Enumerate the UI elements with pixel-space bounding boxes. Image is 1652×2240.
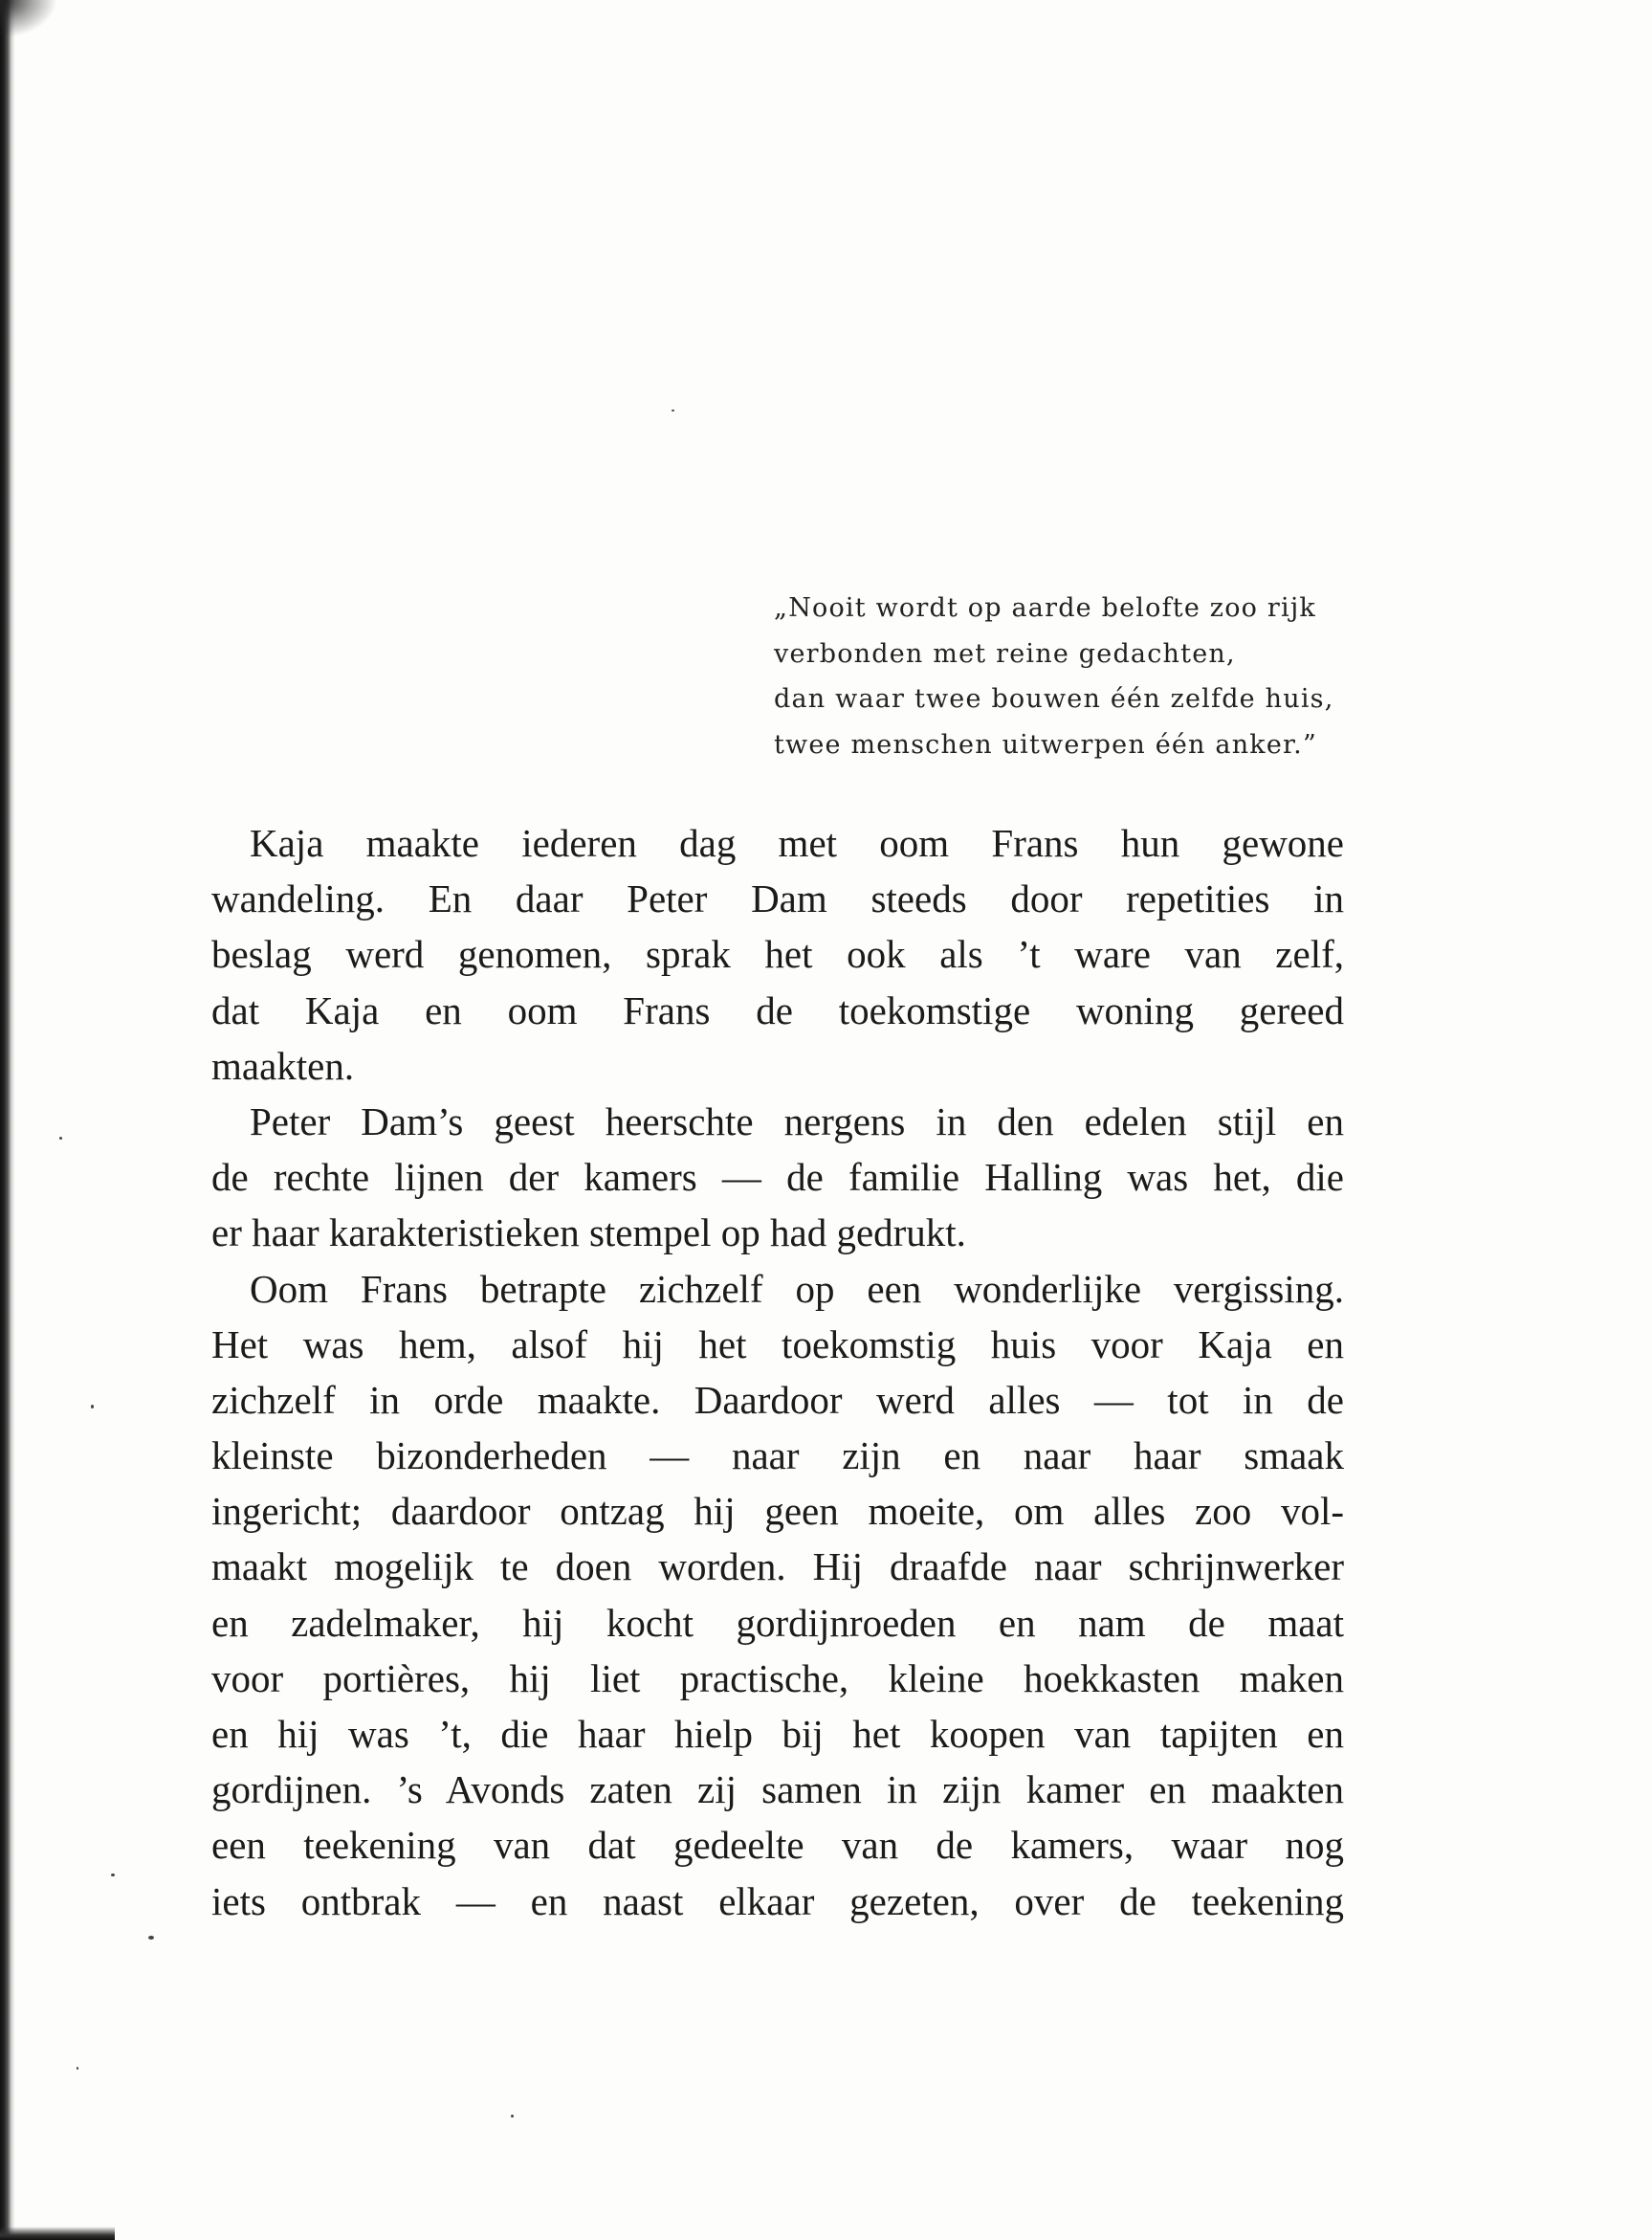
text-line: kleinste bizonderheden — naar zijn en naar haar smaak xyxy=(211,1433,1344,1478)
text-line: zichzelf in orde maakte. Daardoor werd alles — tot in de xyxy=(211,1377,1344,1422)
text-line: beslag werd genomen, sprak het ook als ’t ware van zelf, xyxy=(211,932,1344,977)
page-corner-shadow xyxy=(0,0,57,38)
scan-speck xyxy=(148,1936,154,1940)
scan-speck xyxy=(77,2067,78,2070)
epigraph-line: verbonden met reine gedachten, xyxy=(774,638,1236,669)
text-line: voor portières, hij liet practische, kleine hoekkasten maken xyxy=(211,1655,1344,1700)
text-line: Peter Dam’s geest heerschte nergens in den edelen stijl en xyxy=(250,1098,1344,1143)
text-line: de rechte lijnen der kamers — de familie Halling was het, die xyxy=(211,1155,1344,1200)
epigraph xyxy=(774,586,1348,767)
scan-speck xyxy=(59,1137,62,1140)
scan-speck xyxy=(672,410,674,411)
text-line: er haar karakteristieken stempel op had gedrukt. xyxy=(211,1210,966,1255)
scan-speck xyxy=(91,1405,94,1408)
epigraph-line: twee menschen uitwerpen één anker.” xyxy=(774,729,1317,760)
text-line: Oom Frans betrapte zichzelf op een wonderlijke vergissing. xyxy=(250,1266,1344,1311)
text-line: wandeling. En daar Peter Dam steeds door repetities in xyxy=(211,876,1344,921)
text-line: een teekening van dat gedeelte van de kamers, waar nog xyxy=(211,1823,1344,1868)
text-line: maakten. xyxy=(211,1043,355,1088)
text-line: en zadelmaker, hij kocht gordijnroeden en nam de maat xyxy=(211,1600,1344,1645)
text-line: gordijnen. ’s Avonds zaten zij samen in zijn kamer en maakten xyxy=(211,1767,1344,1812)
text-line: Kaja maakte iederen dag met oom Frans hun gewone xyxy=(250,821,1344,865)
scan-speck xyxy=(111,1874,115,1876)
page-bottom-shadow xyxy=(0,2227,115,2240)
scan-speck xyxy=(511,2115,514,2118)
text-line: ingericht; daardoor ontzag hij geen moeite, om alles zoo vol- xyxy=(211,1489,1344,1534)
epigraph-line: „Nooit wordt op aarde belofte zoo rijk xyxy=(774,593,1316,623)
page-edge-shadow xyxy=(0,0,15,2240)
text-line: maakt mogelijk te doen worden. Hij draafde naar schrijnwerker xyxy=(211,1544,1344,1589)
text-line: Het was hem, alsof hij het toekomstig huis voor Kaja en xyxy=(211,1321,1344,1366)
text-line: iets ontbrak — en naast elkaar gezeten, over de teekening xyxy=(211,1878,1344,1923)
text-line: en hij was ’t, die haar hielp bij het koopen van tapijten en xyxy=(211,1712,1344,1756)
text-line: dat Kaja en oom Frans de toekomstige woning gereed xyxy=(211,987,1344,1032)
epigraph-line: dan waar twee bouwen één zelfde huis, xyxy=(774,684,1334,714)
body-text xyxy=(211,815,1344,1929)
